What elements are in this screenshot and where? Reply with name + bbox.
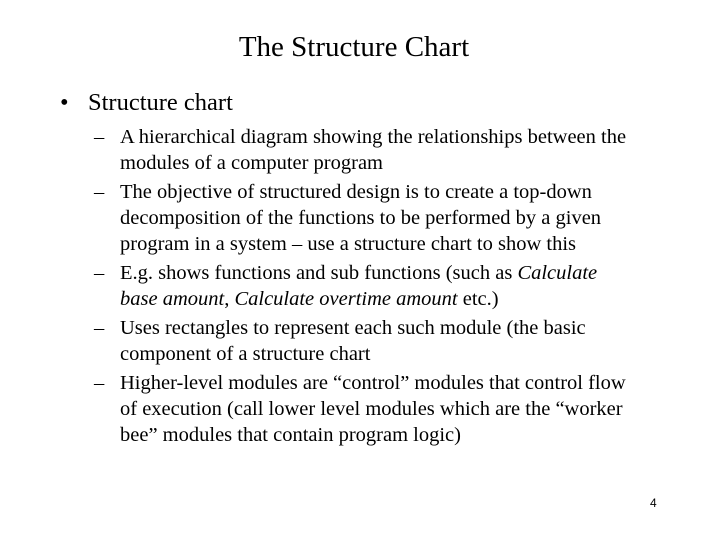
main-bullet	[60, 88, 233, 118]
page-number: 4	[650, 496, 657, 510]
sub-bullet	[94, 370, 634, 448]
dash-marker: –	[94, 317, 105, 339]
slide-title: The Structure Chart	[238, 31, 470, 63]
dash-marker: –	[94, 126, 105, 148]
sub-bullet-text-suffix: etc.)	[457, 288, 499, 310]
sub-bullet-text: Higher-level modules are “control” modules that control flow of execution (call lower level modules which are the “worker bee” modules that contain program logic)	[120, 372, 626, 446]
sub-bullet-list	[94, 124, 634, 451]
sub-bullet	[94, 315, 634, 367]
example-function-overtime: Calculate overtime amount	[234, 288, 458, 310]
dash-marker: –	[94, 262, 105, 284]
bullet-marker: •	[60, 89, 69, 116]
sub-bullet-text: A hierarchical diagram showing the relationships between the modules of a computer program	[120, 126, 627, 174]
example-function-base: Calculate base amount	[120, 262, 598, 310]
sub-bullet	[94, 179, 634, 257]
sub-bullet	[94, 260, 634, 312]
dash-marker: –	[94, 181, 105, 203]
sub-bullet-text: The objective of structured design is to create a top-down decomposition of the functions to be performed by a given program in a system – use a structure chart to show this	[120, 181, 602, 255]
sub-bullet	[94, 124, 634, 176]
sub-bullet-text: Uses rectangles to represent each such module (the basic component of a structure chart	[120, 317, 586, 365]
sub-bullet-text-prefix: E.g. shows functions and sub functions (such as	[120, 262, 518, 284]
sub-bullet-text-middle: ,	[224, 288, 235, 310]
main-bullet-text: Structure chart	[88, 89, 233, 116]
dash-marker: –	[94, 372, 105, 394]
